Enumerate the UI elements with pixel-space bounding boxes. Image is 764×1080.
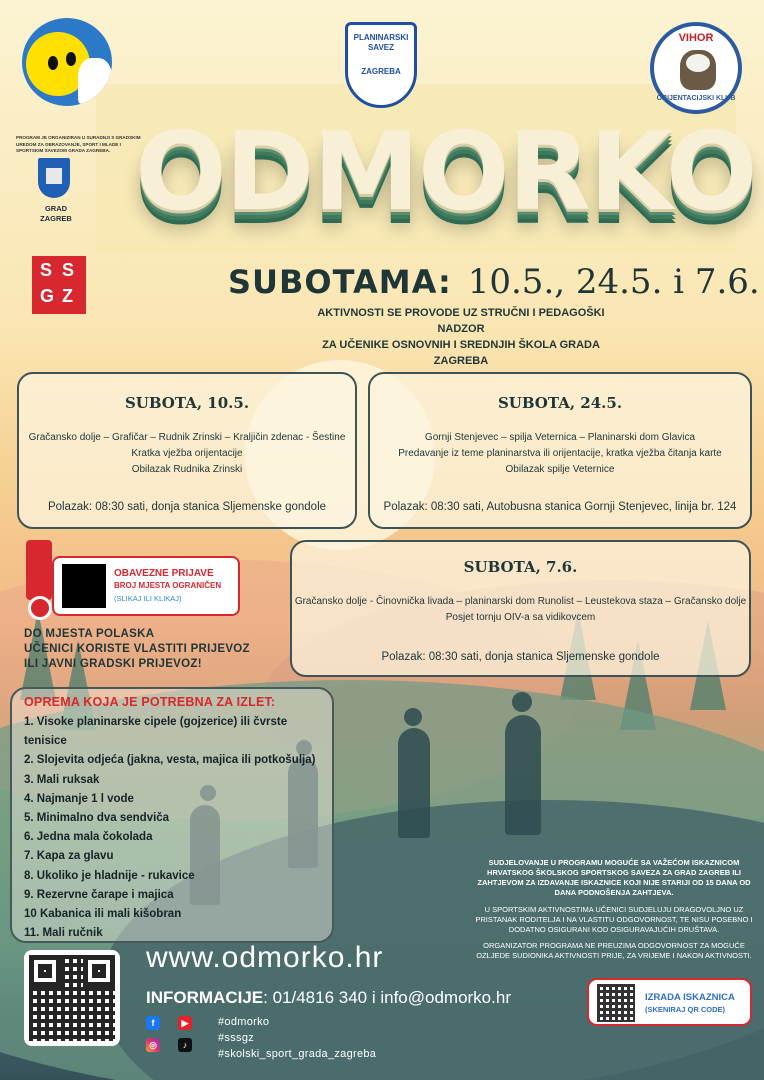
youtube-icon[interactable]: ▶ (178, 1016, 192, 1030)
registration-title: OBAVEZNE PRIJAVE (114, 568, 214, 579)
supervision-note (296, 305, 626, 369)
instagram-icon[interactable]: ◎ (146, 1038, 160, 1052)
hiker-silhouette (505, 715, 541, 835)
id-card-title: IZRADA ISKAZNICA (645, 992, 735, 1003)
trip-activity: Predavanje iz teme planinarstva ili orijentacije, kratka vježba čitanja karte (398, 448, 722, 459)
eagle-icon (680, 50, 716, 90)
schedule-label: SUBOTAMA: (228, 263, 452, 301)
equipment-item: 5. Minimalno dva sendviča (24, 812, 170, 825)
info-label: INFORMACIJE (146, 988, 264, 1007)
mascot-eye-icon (48, 56, 58, 70)
trip-activity: Posjet tornju OIV-a sa vidikovcem (445, 612, 596, 623)
trip-title: SUBOTA, 10.5. (124, 394, 250, 412)
contact-info (146, 988, 511, 1008)
trip-route: Gračansko dolje – Grafičar – Rudnik Zrinski – Kraljičin zdenac - Šestine (28, 432, 346, 443)
equipment-item: 3. Mali ruksak (24, 773, 100, 786)
info-value[interactable]: : 01/4816 340 i info@odmorko.hr (263, 988, 511, 1007)
equipment-item: 10 Kabanica ili mali kišobran (24, 908, 182, 921)
pss-logo (345, 22, 417, 108)
equipment-item: 2. Slojevita odjeća (jakna, vesta, majica ili potkošulja) (24, 754, 316, 767)
transport-line: ILI JAVNI GRADSKI PRIJEVOZ! (24, 658, 202, 670)
hiker-silhouette (512, 692, 532, 712)
registration-hint[interactable]: (SLIKAJ ILI KLIKAJ) (114, 594, 182, 603)
id-card-subtitle: (SKENIRAJ QR CODE) (645, 1005, 726, 1014)
equipment-item: 1. Visoke planinarske cipele (gojzerice) ili čvrste tenisice (24, 716, 288, 748)
trip-route: Gornji Stenjevec – spilja Veternica – Planinarski dom Glavica (424, 432, 696, 443)
equipment-item: 4. Najmanje 1 l vode (24, 792, 134, 805)
trip-departure: Polazak: 08:30 sati, donja stanica Sljemenske gondole (47, 501, 327, 513)
trip-card (290, 540, 751, 677)
hiker-silhouette (398, 728, 430, 838)
pss-logo-text: SAVEZ (367, 43, 395, 52)
trip-card (17, 372, 357, 529)
supervision-line: ZA UČENIKE OSNOVNIH I SREDNJIH ŠKOLA GRADA ZAGREBA (322, 339, 600, 367)
vihor-logo-text: ORIJENTACIJSKI KLUB (656, 95, 736, 102)
registration-box[interactable] (52, 556, 240, 616)
legal-note: ORGANIZATOR PROGRAMA NE PREUZIMA ODGOVORNOST ZA MOGUĆE OZLJEDE SUDIONIKA AKTIVNOSTI PRIJE, ZA VRIJEME I NAKON AKTIVNOSTI. (476, 941, 752, 960)
tiktok-icon[interactable]: ♪ (178, 1038, 192, 1052)
ssgz-letter: S (62, 260, 75, 280)
program-note: PROGRAM JE ORGANIZIRAN U SURADNJI S GRADSKIM UREDOM ZA OBRAZOVANJE, SPORT I MLADE I SPORTSKIM SAVEZOM GRADA ZAGREBA. (16, 135, 141, 154)
trip-activity: Obilazak spilje Veternice (505, 464, 615, 475)
ssgz-letter: S (40, 260, 53, 280)
snowman-icon (78, 58, 112, 104)
registration-qr-code[interactable] (62, 564, 106, 608)
legal-note: SUDJELOVANJE U PROGRAMU MOGUĆE SA VAŽEĆOM ISKAZNICOM HRVATSKOG ŠKOLSKOG SPORTSKOG SAVEZA ZA GRAD ZAGREB ILI ZAHTJEVOM ZA IZDAVANJE ISKAZNICE KOJI NIJE STARIJI OD 15 DANA OD DANA PODNOŠENJA ZAHTJEVA. (477, 858, 751, 897)
trip-route: Gračansko dolje - Činovnička livada – planinarski dom Runolist – Leustekova staza – Gračansko dolje (294, 596, 747, 607)
hashtags (218, 1014, 376, 1062)
trip-departure: Polazak: 08:30 sati, Autobusna stanica Gornji Stenjevec, linija br. 124 (383, 501, 737, 513)
legal-note: U SPORTSKIM AKTIVNOSTIMA UČENICI SUDJELUJU DRAGOVOLJNO UZ PRISTANAK RODITELJA I NA VLASTITU ODGOVORNOST, TE NISU POSEBNO I DODATNO OSIGURANI KOD OSIGURAVAJUĆIH DRUŠTAVA. (475, 905, 753, 934)
exclamation-icon (28, 596, 52, 620)
equipment-title: OPREMA KOJA JE POTREBNA ZA IZLET: (24, 695, 276, 709)
mascot-eye-icon (66, 52, 76, 66)
page-title: ODMORKO (135, 110, 756, 235)
transport-line: UČENICI KORISTE VLASTITI PRIJEVOZ (24, 643, 250, 655)
pss-logo-text: ZAGREBA (361, 67, 401, 76)
trip-title: SUBOTA, 24.5. (497, 394, 623, 412)
exclamation-icon (26, 540, 52, 600)
trip-departure: Polazak: 08:30 sati, donja stanica Sljemenske gondole (381, 651, 660, 663)
id-card-button[interactable] (587, 978, 752, 1026)
equipment-item: 8. Ukoliko je hladnije - rukavice (24, 869, 195, 882)
id-card-qr-code[interactable] (597, 984, 635, 1022)
hashtag[interactable]: #skolski_sport_grada_zagreba (218, 1048, 377, 1060)
city-label: GRAD ZAGREB (40, 204, 72, 223)
equipment-item: 7. Kapa za glavu (24, 850, 114, 863)
zagreb-crest-icon (38, 158, 70, 198)
equipment-box (10, 687, 334, 943)
registration-subtitle: BROJ MJESTA OGRANIČEN (114, 581, 222, 590)
trip-activity: Obilazak Rudnika Zrinski (131, 464, 243, 475)
odmorko-mascot-logo (22, 18, 112, 106)
vihor-logo-text: VIHOR (678, 32, 714, 44)
qr-pattern (29, 955, 115, 1041)
hiker-silhouette (404, 708, 422, 726)
ssgz-letter: Z (62, 286, 73, 306)
hashtag[interactable]: #odmorko (218, 1016, 270, 1028)
transport-line: DO MJESTA POLASKA (24, 628, 155, 640)
trip-card (368, 372, 752, 529)
trip-activity: Kratka vježba orijentacije (131, 448, 243, 459)
equipment-item: 6. Jedna mala čokolada (24, 831, 153, 844)
equipment-item: 9. Rezervne čarape i majica (24, 888, 174, 901)
facebook-icon[interactable]: f (146, 1016, 160, 1030)
website-link[interactable]: www.odmorko.hr (146, 941, 384, 974)
transport-note (24, 627, 254, 672)
ssgz-logo (32, 256, 86, 314)
schedule-heading (228, 262, 760, 302)
pss-logo-text: PLANINARSKI (353, 33, 409, 42)
vihor-club-logo (650, 22, 742, 114)
equipment-item: 11. Mali ručnik (24, 927, 103, 940)
supervision-line: AKTIVNOSTI SE PROVODE UZ STRUČNI I PEDAGOŠKI NADZOR (317, 307, 605, 335)
ssgz-letter: G (40, 286, 55, 306)
hashtag[interactable]: #sssgz (218, 1032, 255, 1044)
schedule-dates: 10.5., 24.5. i 7.6. (467, 262, 760, 302)
trip-title: SUBOTA, 7.6. (463, 558, 578, 576)
website-qr-code[interactable] (24, 950, 120, 1046)
